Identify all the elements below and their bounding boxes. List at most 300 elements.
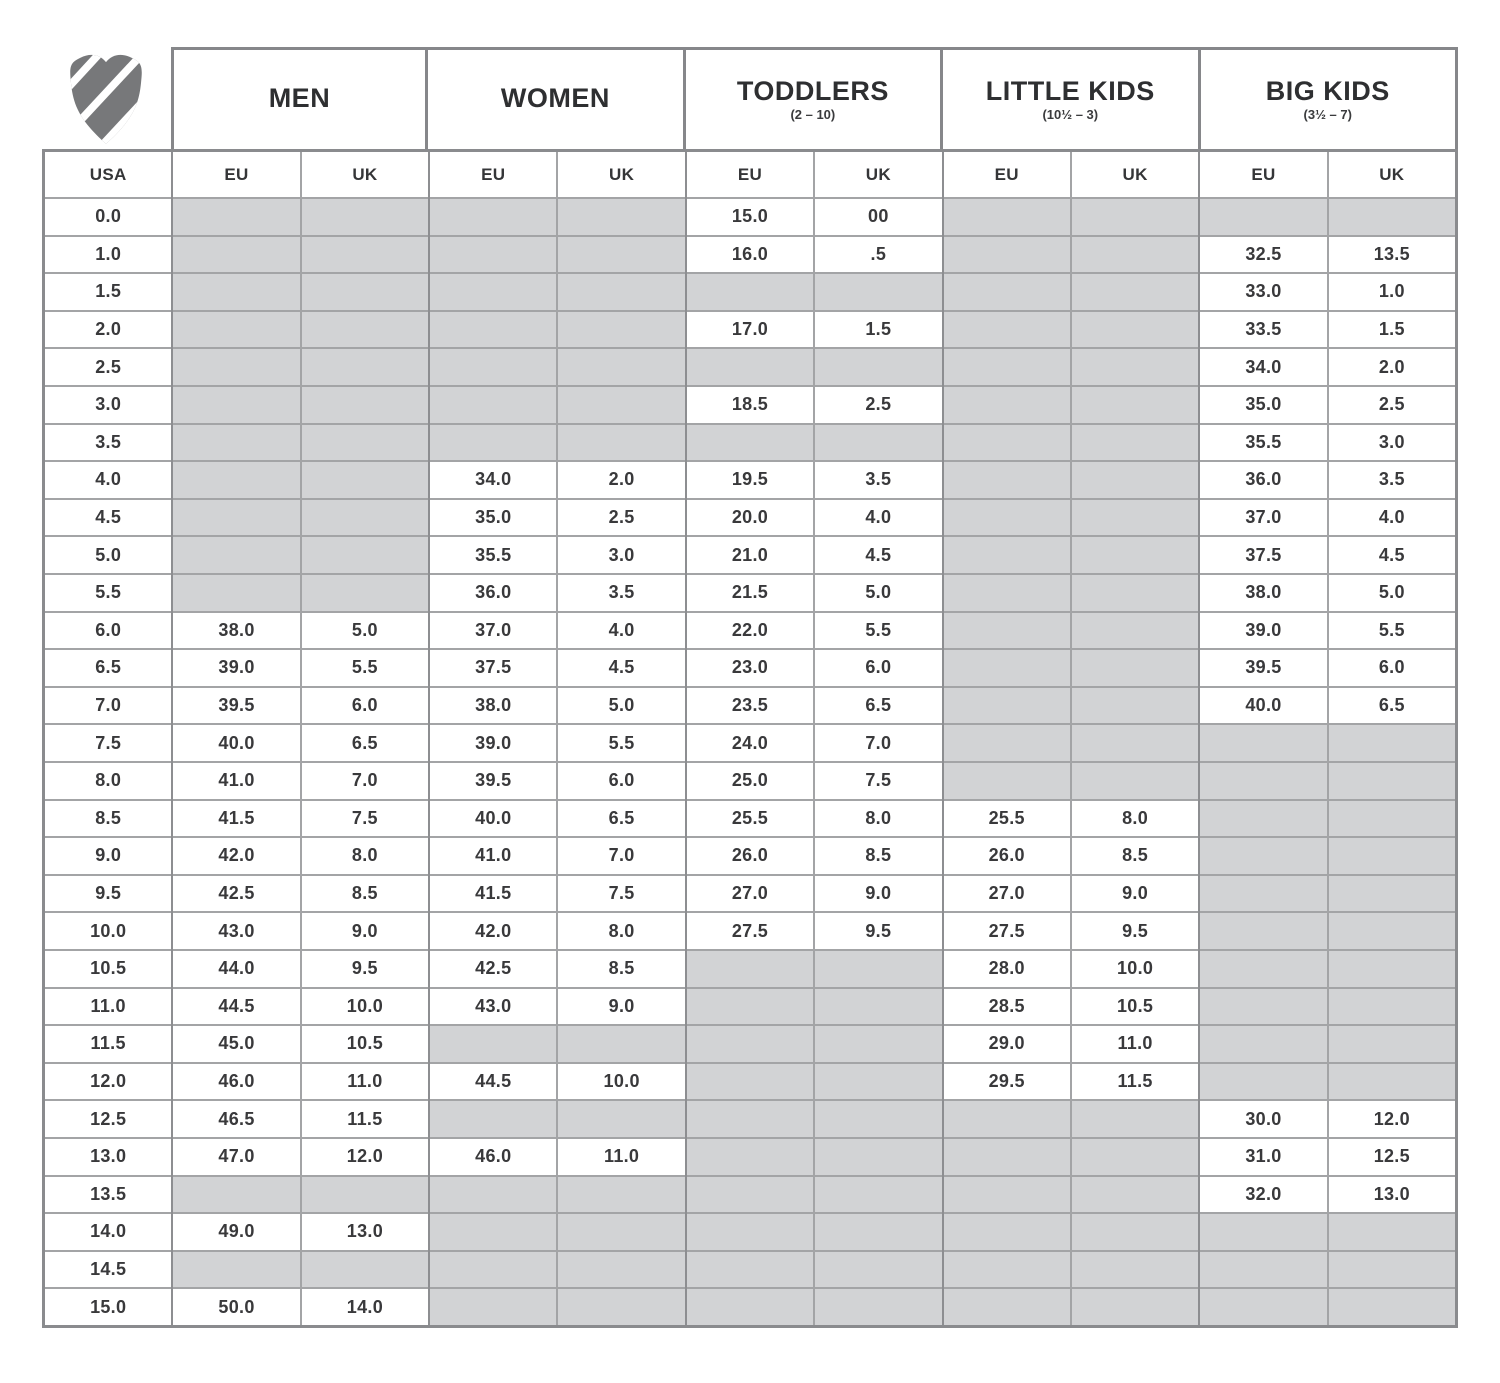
group-header-big-kids (1198, 47, 1458, 152)
empty-cell (1072, 1252, 1198, 1288)
table-body (45, 152, 1455, 1325)
size-value-cell: 43.0 (430, 989, 556, 1025)
size-value-cell: 31.0 (1200, 1139, 1326, 1175)
empty-cell (558, 387, 684, 423)
empty-cell (944, 500, 1070, 536)
usa-size-cell: 8.5 (45, 801, 171, 837)
usa-size-cell: 3.0 (45, 387, 171, 423)
column-header: EU (944, 152, 1070, 197)
size-value-cell: 39.0 (1200, 613, 1326, 649)
size-value-cell: 14.0 (302, 1289, 428, 1325)
group-label: LITTLE KIDS (985, 75, 1155, 106)
usa-size-cell: 11.5 (45, 1026, 171, 1062)
size-value-cell: 6.0 (1329, 650, 1455, 686)
group-label: BIG KIDS (1265, 75, 1390, 106)
size-value-cell: 30.0 (1200, 1101, 1326, 1137)
size-value-cell: 11.0 (1072, 1026, 1198, 1062)
empty-cell (302, 462, 428, 498)
empty-cell (944, 237, 1070, 273)
empty-cell (302, 575, 428, 611)
size-value-cell: 2.0 (1329, 349, 1455, 385)
empty-cell (558, 425, 684, 461)
size-value-cell: 45.0 (173, 1026, 299, 1062)
size-value-cell: 7.0 (302, 763, 428, 799)
empty-cell (302, 1252, 428, 1288)
empty-cell (173, 274, 299, 310)
empty-cell (558, 237, 684, 273)
usa-size-cell: 14.0 (45, 1214, 171, 1250)
empty-cell (815, 349, 941, 385)
empty-cell (430, 1177, 556, 1213)
size-value-cell: 25.5 (687, 801, 813, 837)
column-header: UK (815, 152, 941, 197)
size-value-cell: 25.5 (944, 801, 1070, 837)
empty-cell (944, 725, 1070, 761)
size-value-cell: 5.0 (302, 613, 428, 649)
usa-size-cell: 1.0 (45, 237, 171, 273)
empty-cell (1072, 462, 1198, 498)
empty-cell (430, 425, 556, 461)
size-value-cell: 9.0 (1072, 876, 1198, 912)
empty-cell (1200, 989, 1326, 1025)
size-value-cell: 26.0 (687, 838, 813, 874)
group-header-women (425, 47, 685, 152)
empty-cell (944, 1177, 1070, 1213)
size-value-cell: 9.5 (1072, 913, 1198, 949)
empty-cell (173, 500, 299, 536)
empty-cell (687, 274, 813, 310)
empty-cell (944, 462, 1070, 498)
empty-cell (302, 349, 428, 385)
column-header-usa: USA (45, 152, 171, 197)
empty-cell (173, 312, 299, 348)
size-value-cell: 39.0 (173, 650, 299, 686)
size-value-cell: 22.0 (687, 613, 813, 649)
group-header-toddlers (683, 47, 943, 152)
size-value-cell: 8.0 (815, 801, 941, 837)
size-value-cell: 39.0 (430, 725, 556, 761)
empty-cell (687, 1139, 813, 1175)
size-value-cell: 41.5 (430, 876, 556, 912)
usa-size-cell: 13.5 (45, 1177, 171, 1213)
empty-cell (558, 199, 684, 235)
size-value-cell: 34.0 (430, 462, 556, 498)
empty-cell (944, 575, 1070, 611)
empty-cell (944, 1289, 1070, 1325)
empty-cell (302, 387, 428, 423)
empty-cell (430, 387, 556, 423)
empty-cell (558, 1289, 684, 1325)
size-value-cell: 18.5 (687, 387, 813, 423)
empty-cell (1072, 199, 1198, 235)
empty-cell (1072, 387, 1198, 423)
empty-cell (815, 1252, 941, 1288)
empty-cell (815, 1026, 941, 1062)
empty-cell (430, 274, 556, 310)
group-label: MEN (268, 83, 331, 114)
empty-cell (1200, 951, 1326, 987)
size-value-cell: 11.0 (558, 1139, 684, 1175)
size-value-cell: 7.5 (558, 876, 684, 912)
empty-cell (944, 763, 1070, 799)
empty-cell (944, 1139, 1070, 1175)
size-value-cell: 42.5 (430, 951, 556, 987)
empty-cell (1200, 1026, 1326, 1062)
size-value-cell: 10.5 (1072, 989, 1198, 1025)
empty-cell (944, 312, 1070, 348)
empty-cell (1329, 1064, 1455, 1100)
column-header: UK (1329, 152, 1455, 197)
size-value-cell: 1.5 (1329, 312, 1455, 348)
size-value-cell: 32.0 (1200, 1177, 1326, 1213)
size-value-cell: 4.0 (815, 500, 941, 536)
size-value-cell: 11.0 (302, 1064, 428, 1100)
size-value-cell: 44.5 (430, 1064, 556, 1100)
empty-cell (173, 537, 299, 573)
empty-cell (1072, 537, 1198, 573)
empty-cell (1329, 951, 1455, 987)
size-value-cell: 46.0 (430, 1139, 556, 1175)
usa-size-cell: 6.5 (45, 650, 171, 686)
size-value-cell: 6.5 (302, 725, 428, 761)
empty-cell (815, 1214, 941, 1250)
empty-cell (558, 1177, 684, 1213)
group-subtitle: (2 – 10) (790, 107, 836, 123)
empty-cell (687, 1214, 813, 1250)
size-value-cell: 8.5 (1072, 838, 1198, 874)
size-value-cell: 4.5 (815, 537, 941, 573)
empty-cell (1200, 1252, 1326, 1288)
size-value-cell: 33.0 (1200, 274, 1326, 310)
empty-cell (173, 237, 299, 273)
usa-size-cell: 2.0 (45, 312, 171, 348)
empty-cell (815, 1101, 941, 1137)
empty-cell (1072, 1101, 1198, 1137)
usa-size-cell: 8.0 (45, 763, 171, 799)
empty-cell (173, 462, 299, 498)
size-value-cell: 8.5 (302, 876, 428, 912)
size-value-cell: 4.5 (558, 650, 684, 686)
empty-cell (815, 989, 941, 1025)
empty-cell (1072, 575, 1198, 611)
empty-cell (1329, 801, 1455, 837)
size-value-cell: 37.5 (430, 650, 556, 686)
empty-cell (815, 1289, 941, 1325)
size-value-cell: 9.0 (558, 989, 684, 1025)
size-value-cell: 21.5 (687, 575, 813, 611)
size-value-cell: 8.0 (558, 913, 684, 949)
size-value-cell: 2.5 (815, 387, 941, 423)
empty-cell (558, 349, 684, 385)
empty-cell (1329, 1289, 1455, 1325)
size-value-cell: 10.0 (302, 989, 428, 1025)
empty-cell (815, 425, 941, 461)
empty-cell (1329, 876, 1455, 912)
empty-cell (687, 1289, 813, 1325)
size-value-cell: 38.0 (173, 613, 299, 649)
size-value-cell: 6.0 (558, 763, 684, 799)
size-value-cell: 39.5 (173, 688, 299, 724)
usa-size-cell: 7.0 (45, 688, 171, 724)
size-value-cell: 23.0 (687, 650, 813, 686)
size-value-cell: 6.5 (558, 801, 684, 837)
empty-cell (1200, 725, 1326, 761)
size-value-cell: 19.5 (687, 462, 813, 498)
usa-size-cell: 9.0 (45, 838, 171, 874)
empty-cell (1072, 688, 1198, 724)
size-value-cell: 15.0 (687, 199, 813, 235)
size-value-cell: 9.5 (302, 951, 428, 987)
empty-cell (944, 1252, 1070, 1288)
empty-cell (944, 274, 1070, 310)
size-value-cell: 1.5 (815, 312, 941, 348)
empty-cell (1329, 1252, 1455, 1288)
empty-cell (302, 199, 428, 235)
size-value-cell: 6.5 (1329, 688, 1455, 724)
empty-cell (944, 1214, 1070, 1250)
size-value-cell: 25.0 (687, 763, 813, 799)
size-value-cell: 50.0 (173, 1289, 299, 1325)
usa-size-cell: 11.0 (45, 989, 171, 1025)
empty-cell (687, 989, 813, 1025)
size-value-cell: 9.0 (302, 913, 428, 949)
size-value-cell: 35.5 (1200, 425, 1326, 461)
size-value-cell: 44.0 (173, 951, 299, 987)
empty-cell (430, 349, 556, 385)
size-value-cell: 37.5 (1200, 537, 1326, 573)
empty-cell (687, 425, 813, 461)
column-header: EU (687, 152, 813, 197)
usa-size-cell: 4.0 (45, 462, 171, 498)
empty-cell (1072, 650, 1198, 686)
size-value-cell: 34.0 (1200, 349, 1326, 385)
usa-size-cell: 6.0 (45, 613, 171, 649)
size-value-cell: 38.0 (1200, 575, 1326, 611)
usa-size-cell: 12.0 (45, 1064, 171, 1100)
size-value-cell: 21.0 (687, 537, 813, 573)
empty-cell (1072, 1214, 1198, 1250)
size-value-cell: 8.5 (815, 838, 941, 874)
empty-cell (173, 575, 299, 611)
size-value-cell: 37.0 (430, 613, 556, 649)
empty-cell (430, 237, 556, 273)
size-value-cell: 29.5 (944, 1064, 1070, 1100)
usa-size-cell: 7.5 (45, 725, 171, 761)
empty-cell (1200, 1289, 1326, 1325)
size-value-cell: 5.0 (558, 688, 684, 724)
size-value-cell: 27.5 (944, 913, 1070, 949)
usa-size-cell: 5.0 (45, 537, 171, 573)
k-swiss-shield-icon (63, 50, 149, 150)
empty-cell (558, 312, 684, 348)
size-value-cell: 3.5 (815, 462, 941, 498)
size-value-cell: 12.0 (302, 1139, 428, 1175)
size-value-cell: 39.5 (430, 763, 556, 799)
empty-cell (1072, 349, 1198, 385)
empty-cell (558, 274, 684, 310)
empty-cell (1072, 237, 1198, 273)
empty-cell (944, 349, 1070, 385)
size-value-cell: 27.5 (687, 913, 813, 949)
empty-cell (687, 1252, 813, 1288)
size-value-cell: 13.0 (302, 1214, 428, 1250)
size-value-cell: 12.5 (1329, 1139, 1455, 1175)
size-value-cell: 9.5 (815, 913, 941, 949)
empty-cell (430, 1026, 556, 1062)
size-value-cell: 49.0 (173, 1214, 299, 1250)
empty-cell (1200, 1064, 1326, 1100)
empty-cell (1072, 274, 1198, 310)
size-value-cell: 3.0 (558, 537, 684, 573)
empty-cell (944, 387, 1070, 423)
size-value-cell: 3.0 (1329, 425, 1455, 461)
empty-cell (1329, 763, 1455, 799)
empty-cell (1200, 801, 1326, 837)
group-subtitle: (10½ – 3) (1042, 107, 1099, 123)
size-value-cell: 40.0 (430, 801, 556, 837)
empty-cell (430, 1101, 556, 1137)
empty-cell (558, 1101, 684, 1137)
usa-size-cell: 1.5 (45, 274, 171, 310)
empty-cell (558, 1026, 684, 1062)
usa-size-cell: 13.0 (45, 1139, 171, 1175)
size-value-cell: 13.5 (1329, 237, 1455, 273)
brand-logo-cell (42, 47, 171, 152)
empty-cell (815, 1139, 941, 1175)
empty-cell (687, 349, 813, 385)
column-header: UK (558, 152, 684, 197)
empty-cell (1200, 876, 1326, 912)
empty-cell (1329, 1026, 1455, 1062)
size-value-cell: 3.5 (558, 575, 684, 611)
empty-cell (944, 537, 1070, 573)
size-value-cell: 33.5 (1200, 312, 1326, 348)
size-value-cell: 5.5 (558, 725, 684, 761)
empty-cell (302, 1177, 428, 1213)
size-value-cell: 35.0 (430, 500, 556, 536)
size-value-cell: 40.0 (173, 725, 299, 761)
size-value-cell: 2.0 (558, 462, 684, 498)
group-header-men (171, 47, 428, 152)
empty-cell (430, 312, 556, 348)
size-value-cell: 5.5 (302, 650, 428, 686)
empty-cell (815, 1064, 941, 1100)
empty-cell (687, 1026, 813, 1062)
table-body-frame (42, 149, 1458, 1328)
empty-cell (944, 613, 1070, 649)
size-value-cell: 27.0 (944, 876, 1070, 912)
size-value-cell: 00 (815, 199, 941, 235)
size-value-cell: 28.5 (944, 989, 1070, 1025)
usa-size-cell: 15.0 (45, 1289, 171, 1325)
empty-cell (1072, 1177, 1198, 1213)
column-header: EU (430, 152, 556, 197)
usa-size-cell: 4.5 (45, 500, 171, 536)
size-value-cell: 47.0 (173, 1139, 299, 1175)
empty-cell (944, 1101, 1070, 1137)
size-value-cell: 7.5 (815, 763, 941, 799)
column-header: UK (302, 152, 428, 197)
empty-cell (944, 688, 1070, 724)
empty-cell (558, 1252, 684, 1288)
size-value-cell: 11.5 (1072, 1064, 1198, 1100)
empty-cell (1072, 1289, 1198, 1325)
empty-cell (1329, 989, 1455, 1025)
empty-cell (1200, 838, 1326, 874)
size-value-cell: 6.0 (815, 650, 941, 686)
size-value-cell: 13.0 (1329, 1177, 1455, 1213)
size-value-cell: 5.0 (815, 575, 941, 611)
column-header: EU (1200, 152, 1326, 197)
size-value-cell: 43.0 (173, 913, 299, 949)
size-value-cell: 9.0 (815, 876, 941, 912)
size-conversion-table (42, 47, 1458, 1328)
size-value-cell: 44.5 (173, 989, 299, 1025)
size-value-cell: 36.0 (1200, 462, 1326, 498)
usa-size-cell: 10.5 (45, 951, 171, 987)
empty-cell (1072, 500, 1198, 536)
size-value-cell: 8.5 (558, 951, 684, 987)
size-value-cell: 2.5 (558, 500, 684, 536)
size-value-cell: 23.5 (687, 688, 813, 724)
empty-cell (1200, 1214, 1326, 1250)
empty-cell (1072, 425, 1198, 461)
empty-cell (173, 349, 299, 385)
empty-cell (687, 1177, 813, 1213)
empty-cell (302, 237, 428, 273)
size-value-cell: 29.0 (944, 1026, 1070, 1062)
group-subtitle: (3½ – 7) (1303, 107, 1352, 123)
empty-cell (1072, 1139, 1198, 1175)
size-value-cell: 40.0 (1200, 688, 1326, 724)
group-label: WOMEN (500, 83, 610, 114)
size-value-cell: 7.0 (815, 725, 941, 761)
empty-cell (687, 951, 813, 987)
empty-cell (1200, 913, 1326, 949)
column-header: UK (1072, 152, 1198, 197)
empty-cell (687, 1101, 813, 1137)
size-value-cell: 41.0 (173, 763, 299, 799)
empty-cell (815, 1177, 941, 1213)
empty-cell (687, 1064, 813, 1100)
size-value-cell: 42.5 (173, 876, 299, 912)
column-header: EU (173, 152, 299, 197)
size-value-cell: 4.0 (558, 613, 684, 649)
size-value-cell: 39.5 (1200, 650, 1326, 686)
usa-size-cell: 5.5 (45, 575, 171, 611)
usa-size-cell: 12.5 (45, 1101, 171, 1137)
empty-cell (302, 537, 428, 573)
empty-cell (1200, 763, 1326, 799)
usa-size-cell: 9.5 (45, 876, 171, 912)
size-value-cell: 41.5 (173, 801, 299, 837)
size-value-cell: 11.5 (302, 1101, 428, 1137)
size-value-cell: 10.0 (1072, 951, 1198, 987)
empty-cell (944, 650, 1070, 686)
size-value-cell: 1.0 (1329, 274, 1455, 310)
group-header-little-kids (940, 47, 1200, 152)
size-value-cell: 28.0 (944, 951, 1070, 987)
empty-cell (1329, 199, 1455, 235)
size-value-cell: 4.0 (1329, 500, 1455, 536)
usa-size-cell: 14.5 (45, 1252, 171, 1288)
empty-cell (558, 1214, 684, 1250)
size-value-cell: 5.5 (815, 613, 941, 649)
empty-cell (815, 274, 941, 310)
empty-cell (1072, 725, 1198, 761)
size-value-cell: 5.5 (1329, 613, 1455, 649)
size-value-cell: 5.0 (1329, 575, 1455, 611)
